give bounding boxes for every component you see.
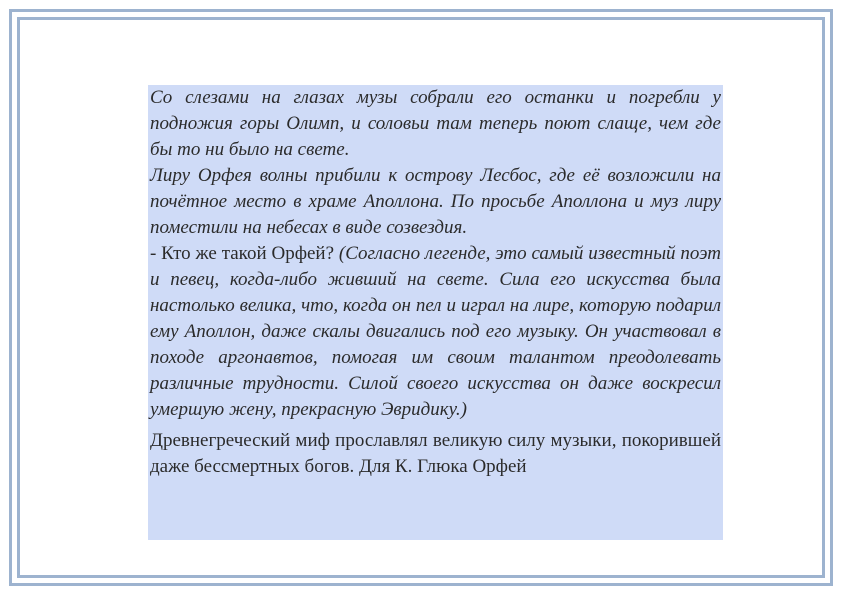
paragraph-greek-myth: Древнегреческий миф прославлял великую силу музыки, покорившей даже бессмертных богов. Для К. Глюка Орфей (150, 430, 721, 477)
paragraph-muses-burial: Со слезами на глазах музы собрали его останки и погребли у подножия горы Олимп, и соловьи там теперь поют слаще, чем где бы то ни было на свете. (150, 87, 721, 160)
text-box[interactable] (148, 85, 723, 540)
question-who-is-orpheus: - Кто же такой Орфей? (150, 243, 335, 264)
paragraph-who-is-orpheus (148, 241, 723, 423)
orpheus-legend-note: (Согласно легенде, это самый известный поэт и певец, когда-либо живший на свете. Сила его искусства была настолько велика, что, когда он пел и играл на лире, которую подарил ему Аполлон, даже скалы двигались под его музыку. Он участвовал в походе аргонавтов, помогая им своим талантом преодолевать различные трудности. Силой своего искусства он даже воскресил умершую жену, прекрасную Эвридику.) (150, 243, 722, 420)
paragraph-lyre-of-orpheus: Лиру Орфея волны прибили к острову Лесбос, где её возложили на почётное место в храме Аполлона. По просьбе Аполлона и муз лиру поместили на небесах в виде созвездия. (150, 165, 721, 238)
